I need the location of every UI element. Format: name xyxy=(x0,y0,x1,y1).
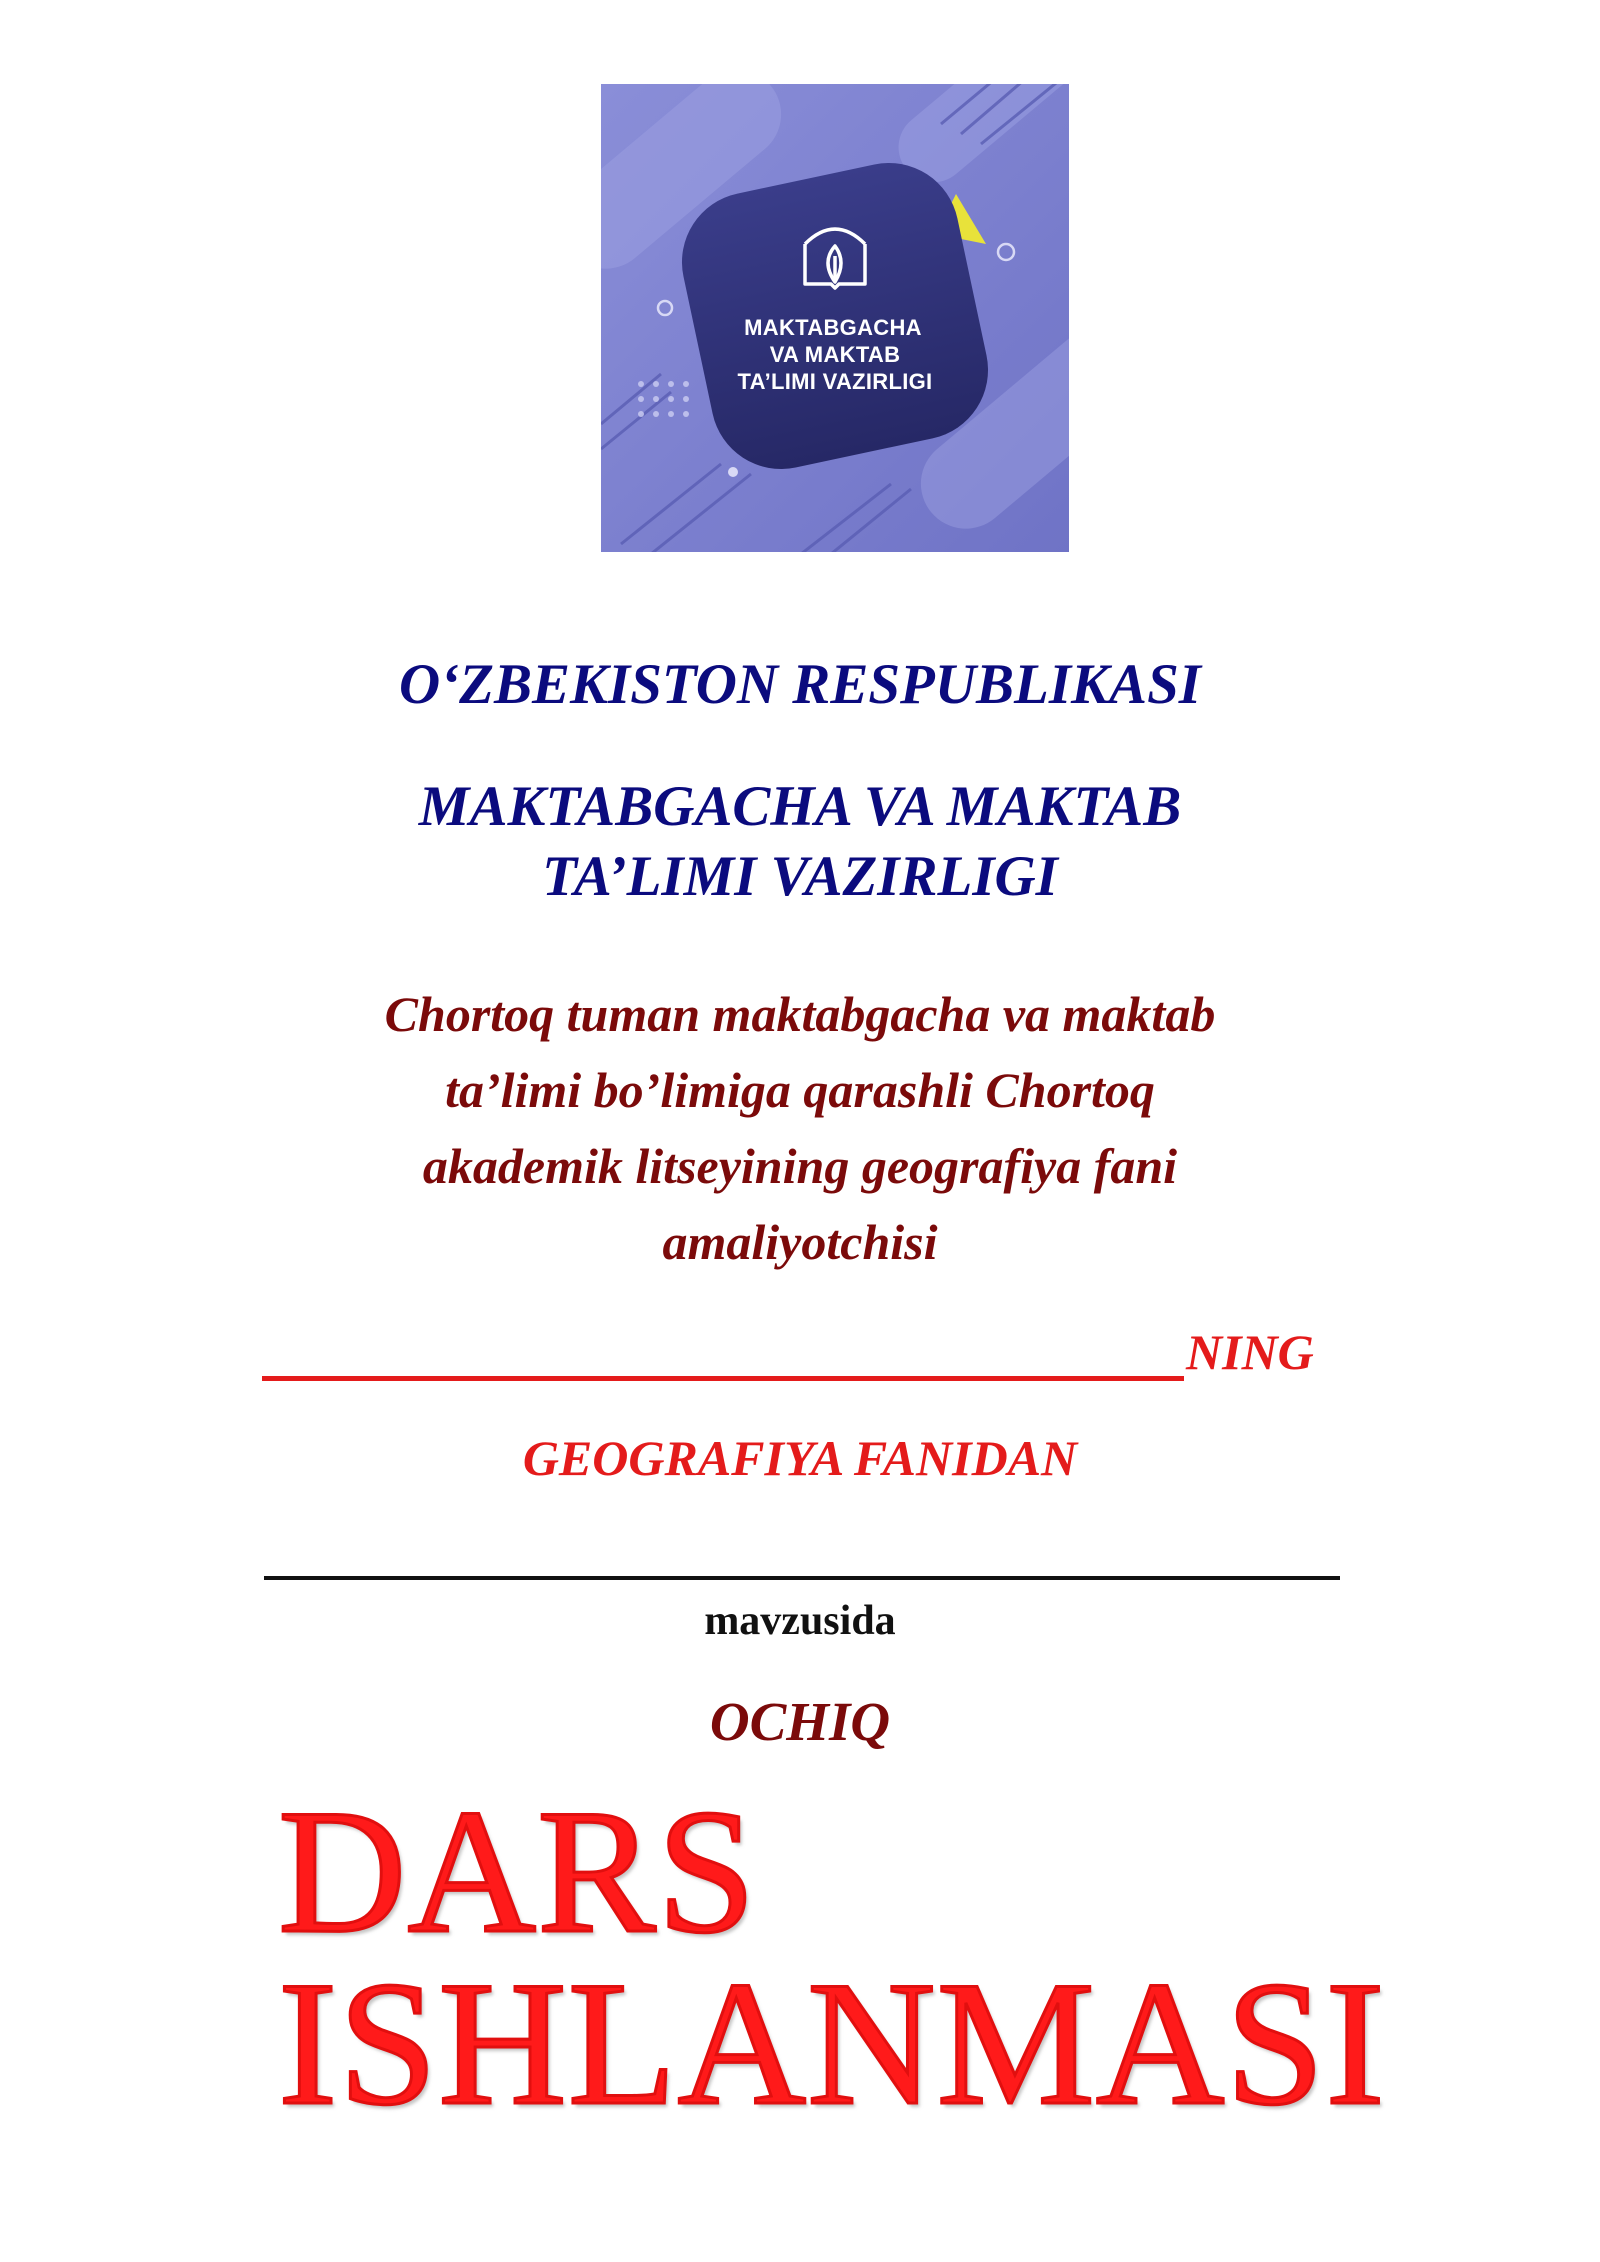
logo-caption xyxy=(601,314,1069,395)
header-line-3: TA’LIMI VAZIRLIGI xyxy=(542,845,1058,908)
header-line-1: O‘ZBEKISTON RESPUBLIKASI xyxy=(399,653,1201,716)
topic-label: mavzusida xyxy=(704,1598,896,1644)
subject-block xyxy=(0,1428,1600,1488)
subtitle-block xyxy=(0,976,1600,1280)
name-suffix: NING xyxy=(1186,1324,1314,1380)
topic-blank-line xyxy=(264,1576,1340,1580)
subtitle-line-2: ta’limi bo’limiga qarashli Chortoq xyxy=(445,1062,1155,1118)
name-blank-line xyxy=(262,1376,1184,1381)
header-ministry xyxy=(0,772,1600,912)
header-line-2: MAKTABGACHA VA MAKTAB xyxy=(418,775,1182,838)
subject-heading: GEOGRAFIYA FANIDAN xyxy=(522,1430,1078,1486)
header-country xyxy=(0,652,1600,718)
subtitle-line-3: akademik litseyining geografiya fani xyxy=(422,1138,1178,1194)
subtitle-line-4: amaliyotchisi xyxy=(662,1214,938,1270)
lesson-type-block xyxy=(0,1690,1600,1754)
subtitle-line-1: Chortoq tuman maktabgacha va maktab xyxy=(384,986,1216,1042)
big-title xyxy=(278,1772,1386,2142)
big-title-line-2: ISHLANMASI xyxy=(278,1944,1386,2142)
big-title-line-1: DARS xyxy=(278,1772,757,1970)
ministry-logo xyxy=(601,84,1069,552)
logo-line-1: MAKTABGACHA xyxy=(744,315,922,340)
lesson-type: OCHIQ xyxy=(709,1691,891,1752)
logo-line-2: VA MAKTAB xyxy=(769,342,901,367)
logo-line-3: TA’LIMI VAZIRLIGI xyxy=(737,369,933,394)
topic-label-block xyxy=(0,1596,1600,1646)
